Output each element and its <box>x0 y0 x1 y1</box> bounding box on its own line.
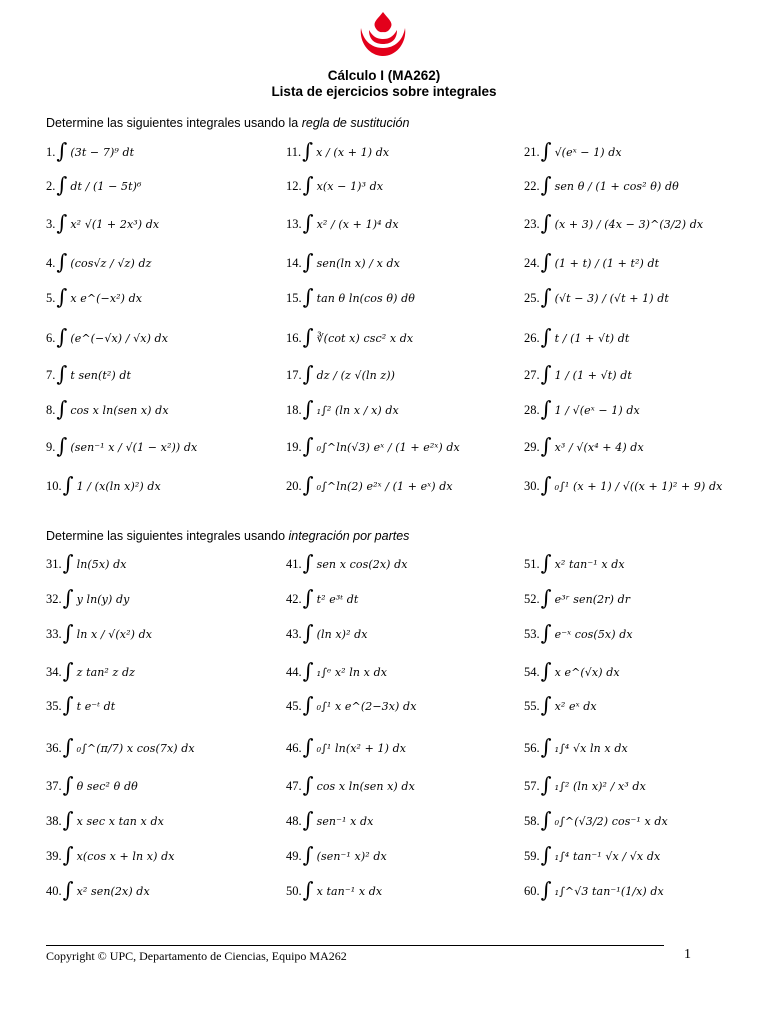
exercise-number: 56. <box>524 740 540 755</box>
integral-sign-icon: ∫ <box>302 877 314 902</box>
integrand-expression: ∛(cot x) csc² x dx <box>316 331 414 345</box>
integral-sign-icon: ∫ <box>62 620 74 645</box>
exercise-item <box>46 658 136 683</box>
integrand-expression: √(eˣ − 1) dx <box>554 145 622 159</box>
integrand-expression: x² tan⁻¹ x dx <box>554 557 625 571</box>
integrand-expression: ln(5x) dx <box>76 557 127 571</box>
integral-sign-icon: ∫ <box>302 807 314 832</box>
exercise-number: 21. <box>524 144 540 159</box>
integral-sign-icon: ∫ <box>302 842 314 867</box>
exercise-number: 52. <box>524 591 540 606</box>
integral-sign-icon: ∫ <box>540 620 552 645</box>
integral-sign-icon: ∫ <box>56 138 68 163</box>
section-heading-parts <box>46 529 409 543</box>
exercise-item <box>286 396 399 421</box>
integral-sign-icon: ∫ <box>62 807 74 832</box>
integral-sign-icon: ∫ <box>540 692 552 717</box>
exercise-item <box>46 249 152 274</box>
integrand-expression: 1 / (x(ln x)²) dx <box>76 479 161 493</box>
exercise-item <box>524 807 668 832</box>
exercise-number: 24. <box>524 255 540 270</box>
integrand-expression: ₀∫¹ ln(x² + 1) dx <box>316 741 407 755</box>
exercise-item <box>286 138 390 163</box>
footer-copyright: Copyright © UPC, Departamento de Ciencias, Equipo MA262 <box>46 949 347 963</box>
exercise-number: 55. <box>524 698 540 713</box>
integrand-expression: (cos√z / √z) dz <box>70 256 152 270</box>
integrand-expression: x(cos x + ln x) dx <box>76 849 175 863</box>
doc-title: Cálculo I (MA262) <box>327 68 441 83</box>
exercise-item <box>524 734 628 759</box>
integral-sign-icon: ∫ <box>302 734 314 759</box>
integrand-expression: x² sen(2x) dx <box>76 884 150 898</box>
integrand-expression: ₁∫⁴ tan⁻¹ √x / √x dx <box>554 849 661 863</box>
integrand-expression: (x + 3) / (4x − 3)^(3/2) dx <box>554 217 704 231</box>
exercise-item <box>46 550 127 575</box>
section-heading-substitution <box>46 116 409 130</box>
exercise-item <box>286 472 453 497</box>
integrand-expression: ₁∫⁴ √x ln x dx <box>554 741 628 755</box>
exercise-item <box>524 620 633 645</box>
exercise-item <box>524 550 625 575</box>
exercise-number: 46. <box>286 740 302 755</box>
exercise-item <box>286 550 408 575</box>
exercise-item <box>524 692 597 717</box>
exercise-number: 25. <box>524 290 540 305</box>
page-number: 1 <box>684 947 691 962</box>
exercise-item <box>524 585 631 610</box>
exercise-number: 42. <box>286 591 302 606</box>
exercise-item <box>46 138 135 163</box>
exercise-item <box>286 172 384 197</box>
integral-sign-icon: ∫ <box>56 433 68 458</box>
exercise-item <box>46 324 169 349</box>
exercise-item <box>46 396 169 421</box>
integrand-expression: ₁∫² (ln x / x) dx <box>316 403 399 417</box>
integral-sign-icon: ∫ <box>540 807 552 832</box>
integrand-expression: x e^(−x²) dx <box>70 291 143 305</box>
exercise-number: 17. <box>286 367 302 382</box>
exercise-item <box>524 433 644 458</box>
exercise-number: 40. <box>46 883 62 898</box>
exercise-number: 53. <box>524 626 540 641</box>
integral-sign-icon: ∫ <box>62 658 74 683</box>
integrand-expression: ₁∫² (ln x)² / x³ dx <box>554 779 646 793</box>
integral-sign-icon: ∫ <box>56 396 68 421</box>
section-method: regla de sustitución <box>301 116 410 130</box>
integral-sign-icon: ∫ <box>540 210 552 235</box>
exercise-item <box>46 433 198 458</box>
exercise-item <box>524 172 679 197</box>
integrand-expression: x³ / √(x⁴ + 4) dx <box>554 440 644 454</box>
exercise-number: 50. <box>286 883 302 898</box>
integrand-expression: (sen⁻¹ x)² dx <box>316 849 387 863</box>
integrand-expression: (√t − 3) / (√t + 1) dt <box>554 291 669 305</box>
exercise-item <box>286 284 415 309</box>
integrand-expression: (ln x)² dx <box>316 627 368 641</box>
integrand-expression: ₁∫ᵉ x² ln x dx <box>316 665 388 679</box>
integral-sign-icon: ∫ <box>540 658 552 683</box>
exercise-number: 43. <box>286 626 302 641</box>
integral-sign-icon: ∫ <box>540 585 552 610</box>
doc-subtitle: Lista de ejercicios sobre integrales <box>271 84 497 99</box>
integral-sign-icon: ∫ <box>62 585 74 610</box>
exercise-number: 37. <box>46 778 62 793</box>
integral-sign-icon: ∫ <box>540 396 552 421</box>
exercise-item <box>46 172 142 197</box>
integral-sign-icon: ∫ <box>540 842 552 867</box>
integrand-expression: t e⁻ᵗ dt <box>76 699 116 713</box>
exercise-item <box>524 472 723 497</box>
exercise-number: 19. <box>286 439 302 454</box>
exercise-item <box>286 433 460 458</box>
integral-sign-icon: ∫ <box>302 772 314 797</box>
integrand-expression: cos x ln(sen x) dx <box>316 779 415 793</box>
exercise-number: 4. <box>46 255 56 270</box>
integrand-expression: x(x − 1)³ dx <box>316 179 384 193</box>
exercise-number: 54. <box>524 664 540 679</box>
integrand-expression: e³ʳ sen(2r) dr <box>554 592 631 606</box>
integrand-expression: cos x ln(sen x) dx <box>70 403 169 417</box>
integrand-expression: θ sec² θ dθ <box>76 779 138 793</box>
integral-sign-icon: ∫ <box>540 361 552 386</box>
exercise-item <box>286 210 399 235</box>
exercise-number: 48. <box>286 813 302 828</box>
exercise-item <box>46 842 175 867</box>
exercise-item <box>286 249 400 274</box>
exercise-item <box>286 734 407 759</box>
integrand-expression: ln x / √(x²) dx <box>76 627 153 641</box>
integral-sign-icon: ∫ <box>302 550 314 575</box>
integral-sign-icon: ∫ <box>302 585 314 610</box>
exercise-number: 16. <box>286 330 302 345</box>
integrand-expression: 1 / √(eˣ − 1) dx <box>554 403 640 417</box>
exercise-number: 10. <box>46 478 62 493</box>
exercise-item <box>286 692 417 717</box>
integrand-expression: (3t − 7)⁹ dt <box>70 145 135 159</box>
integrand-expression: t sen(t²) dt <box>70 368 132 382</box>
exercise-number: 51. <box>524 556 540 571</box>
exercise-number: 8. <box>46 402 56 417</box>
integrand-expression: z tan² z dz <box>76 665 136 679</box>
integrand-expression: dz / (z √(ln z)) <box>316 368 396 382</box>
exercise-item <box>524 361 632 386</box>
exercise-item <box>46 210 160 235</box>
exercise-number: 12. <box>286 178 302 193</box>
integral-sign-icon: ∫ <box>302 210 314 235</box>
integral-sign-icon: ∫ <box>540 172 552 197</box>
integral-sign-icon: ∫ <box>302 324 314 349</box>
integrand-expression: x / (x + 1) dx <box>316 145 390 159</box>
exercise-item <box>46 807 164 832</box>
exercise-item <box>524 138 622 163</box>
integrand-expression: ₀∫^ln(√3) eˣ / (1 + e²ˣ) dx <box>316 440 460 454</box>
integral-sign-icon: ∫ <box>540 877 552 902</box>
exercise-number: 35. <box>46 698 62 713</box>
exercise-number: 30. <box>524 478 540 493</box>
exercise-number: 32. <box>46 591 62 606</box>
exercise-number: 60. <box>524 883 540 898</box>
integral-sign-icon: ∫ <box>302 433 314 458</box>
integral-sign-icon: ∫ <box>62 472 74 497</box>
exercise-item <box>524 877 664 902</box>
exercise-number: 18. <box>286 402 302 417</box>
integrand-expression: ₀∫^ln(2) e²ˣ / (1 + eˣ) dx <box>316 479 453 493</box>
exercise-number: 34. <box>46 664 62 679</box>
exercise-item <box>524 210 704 235</box>
exercise-number: 44. <box>286 664 302 679</box>
exercise-item <box>286 620 368 645</box>
integrand-expression: t / (1 + √t) dt <box>554 331 630 345</box>
integrand-expression: tan θ ln(cos θ) dθ <box>316 291 415 305</box>
integral-sign-icon: ∫ <box>56 172 68 197</box>
exercise-number: 2. <box>46 178 56 193</box>
exercise-item <box>46 472 161 497</box>
exercise-item <box>524 396 640 421</box>
exercise-number: 57. <box>524 778 540 793</box>
integral-sign-icon: ∫ <box>540 284 552 309</box>
upc-logo-icon <box>357 10 409 60</box>
integrand-expression: 1 / (1 + √t) dt <box>554 368 632 382</box>
exercise-item <box>286 842 387 867</box>
exercise-number: 33. <box>46 626 62 641</box>
integral-sign-icon: ∫ <box>302 472 314 497</box>
integral-sign-icon: ∫ <box>62 842 74 867</box>
exercise-item <box>286 361 396 386</box>
integral-sign-icon: ∫ <box>62 877 74 902</box>
exercise-number: 29. <box>524 439 540 454</box>
exercise-number: 26. <box>524 330 540 345</box>
exercise-number: 39. <box>46 848 62 863</box>
exercise-number: 41. <box>286 556 302 571</box>
integral-sign-icon: ∫ <box>302 138 314 163</box>
exercise-number: 27. <box>524 367 540 382</box>
exercise-item <box>46 734 195 759</box>
integrand-expression: x sec x tan x dx <box>76 814 164 828</box>
exercise-item <box>46 585 130 610</box>
exercise-item <box>46 620 153 645</box>
integrand-expression: (e^(−√x) / √x) dx <box>70 331 169 345</box>
integrand-expression: ₀∫^(π/7) x cos(7x) dx <box>76 741 195 755</box>
integral-sign-icon: ∫ <box>540 772 552 797</box>
exercise-number: 3. <box>46 216 56 231</box>
integrand-expression: sen(ln x) / x dx <box>316 256 400 270</box>
integrand-expression: sen⁻¹ x dx <box>316 814 374 828</box>
integrand-expression: x e^(√x) dx <box>554 665 620 679</box>
integral-sign-icon: ∫ <box>302 396 314 421</box>
exercise-number: 23. <box>524 216 540 231</box>
integral-sign-icon: ∫ <box>56 284 68 309</box>
integrand-expression: ₁∫^√3 tan⁻¹(1/x) dx <box>554 884 664 898</box>
integral-sign-icon: ∫ <box>540 734 552 759</box>
exercise-number: 49. <box>286 848 302 863</box>
exercise-number: 14. <box>286 255 302 270</box>
exercise-number: 36. <box>46 740 62 755</box>
integrand-expression: ₀∫^(√3/2) cos⁻¹ x dx <box>554 814 668 828</box>
integral-sign-icon: ∫ <box>540 138 552 163</box>
exercise-number: 47. <box>286 778 302 793</box>
exercise-item <box>524 249 660 274</box>
integrand-expression: t² e³ᵗ dt <box>316 592 359 606</box>
integral-sign-icon: ∫ <box>302 658 314 683</box>
exercise-number: 13. <box>286 216 302 231</box>
exercise-number: 58. <box>524 813 540 828</box>
integrand-expression: e⁻ˣ cos(5x) dx <box>554 627 633 641</box>
integral-sign-icon: ∫ <box>540 550 552 575</box>
integral-sign-icon: ∫ <box>302 284 314 309</box>
exercise-item <box>286 877 383 902</box>
integrand-expression: sen x cos(2x) dx <box>316 557 408 571</box>
exercise-item <box>524 284 669 309</box>
integral-sign-icon: ∫ <box>540 472 552 497</box>
integral-sign-icon: ∫ <box>540 324 552 349</box>
integrand-expression: y ln(y) dy <box>76 592 130 606</box>
exercise-item <box>524 324 630 349</box>
exercise-item <box>286 585 359 610</box>
integrand-expression: x tan⁻¹ x dx <box>316 884 383 898</box>
exercise-number: 45. <box>286 698 302 713</box>
integral-sign-icon: ∫ <box>302 172 314 197</box>
section-text: Determine las siguientes integrales usando <box>46 529 289 543</box>
exercise-number: 15. <box>286 290 302 305</box>
integral-sign-icon: ∫ <box>540 249 552 274</box>
section-text: Determine las siguientes integrales usando la <box>46 116 302 130</box>
integral-sign-icon: ∫ <box>62 692 74 717</box>
integrand-expression: ₀∫¹ (x + 1) / √((x + 1)² + 9) dx <box>554 479 723 493</box>
exercise-number: 59. <box>524 848 540 863</box>
exercise-number: 6. <box>46 330 56 345</box>
section-method: integración por partes <box>288 529 410 543</box>
integral-sign-icon: ∫ <box>62 550 74 575</box>
exercise-item <box>524 842 661 867</box>
integrand-expression: (1 + t) / (1 + t²) dt <box>554 256 660 270</box>
exercise-number: 38. <box>46 813 62 828</box>
integral-sign-icon: ∫ <box>302 249 314 274</box>
exercise-item <box>46 361 132 386</box>
exercise-number: 31. <box>46 556 62 571</box>
integrand-expression: x² √(1 + 2x³) dx <box>70 217 160 231</box>
exercise-item <box>286 772 415 797</box>
integral-sign-icon: ∫ <box>540 433 552 458</box>
exercise-item <box>46 772 138 797</box>
integral-sign-icon: ∫ <box>56 324 68 349</box>
exercise-item <box>46 877 150 902</box>
exercise-item <box>46 692 116 717</box>
integrand-expression: x² eˣ dx <box>554 699 597 713</box>
exercise-number: 9. <box>46 439 56 454</box>
integrand-expression: ₀∫¹ x e^(2−3x) dx <box>316 699 417 713</box>
integrand-expression: x² / (x + 1)⁴ dx <box>316 217 399 231</box>
exercise-item <box>524 772 646 797</box>
footer-rule <box>46 945 664 946</box>
integrand-expression: sen θ / (1 + cos² θ) dθ <box>554 179 679 193</box>
integrand-expression: (sen⁻¹ x / √(1 − x²)) dx <box>70 440 198 454</box>
exercise-number: 22. <box>524 178 540 193</box>
integral-sign-icon: ∫ <box>302 692 314 717</box>
exercise-number: 28. <box>524 402 540 417</box>
exercise-number: 1. <box>46 144 56 159</box>
exercise-number: 7. <box>46 367 56 382</box>
exercise-item <box>46 284 143 309</box>
integral-sign-icon: ∫ <box>302 620 314 645</box>
exercise-item <box>286 658 388 683</box>
integral-sign-icon: ∫ <box>56 361 68 386</box>
exercise-number: 11. <box>286 144 302 159</box>
exercise-number: 20. <box>286 478 302 493</box>
exercise-number: 5. <box>46 290 56 305</box>
integrand-expression: dt / (1 − 5t)⁶ <box>70 179 142 193</box>
integral-sign-icon: ∫ <box>62 772 74 797</box>
integral-sign-icon: ∫ <box>62 734 74 759</box>
integral-sign-icon: ∫ <box>56 210 68 235</box>
integral-sign-icon: ∫ <box>302 361 314 386</box>
exercise-item <box>286 807 374 832</box>
integral-sign-icon: ∫ <box>56 249 68 274</box>
exercise-item <box>286 324 414 349</box>
exercise-item <box>524 658 620 683</box>
